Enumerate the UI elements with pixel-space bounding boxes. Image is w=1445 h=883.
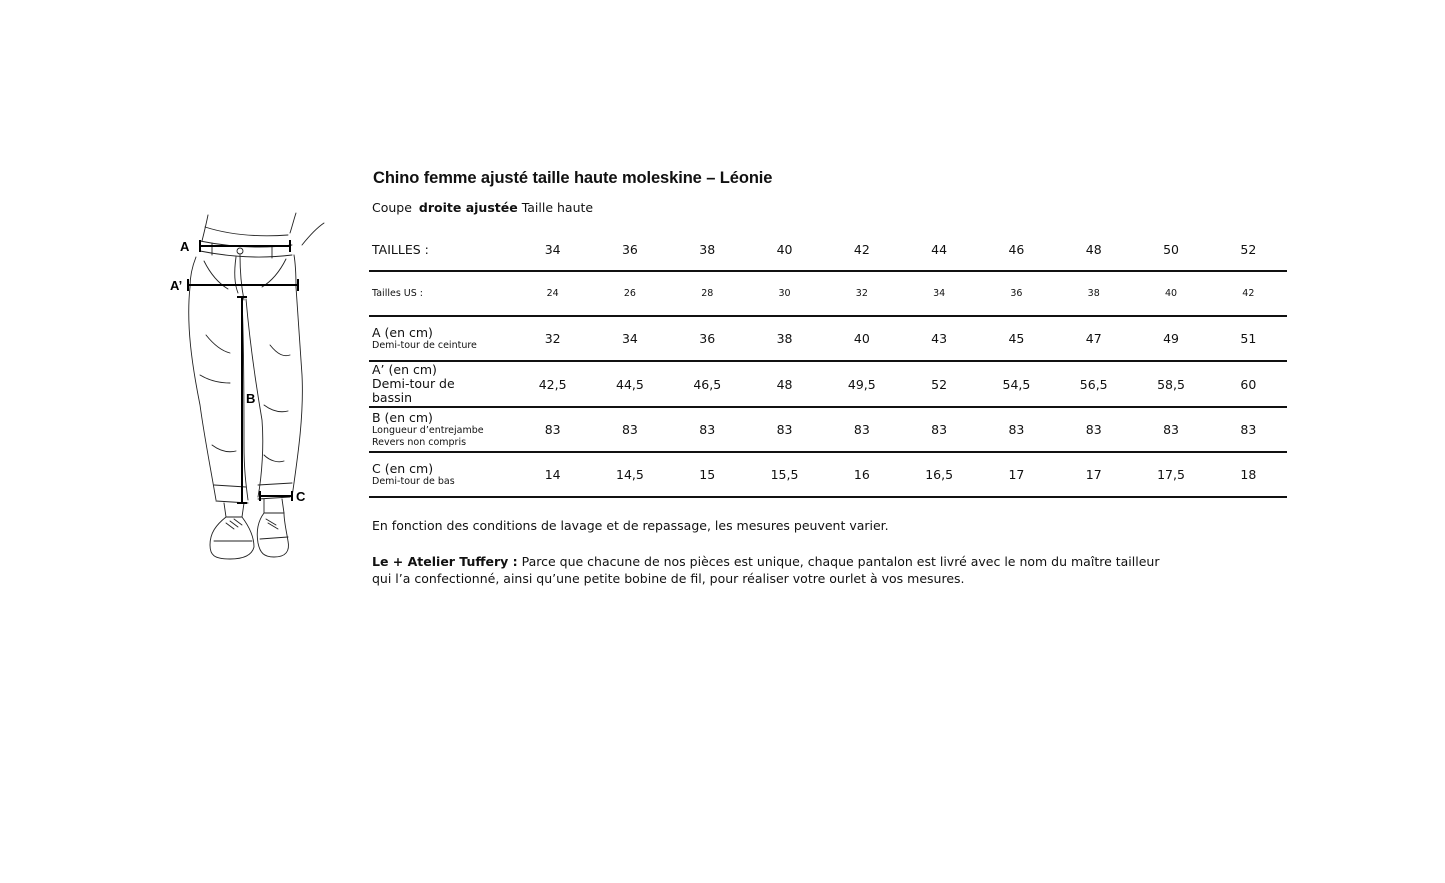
marker-a-prime-label: A’ xyxy=(170,278,183,293)
row-subtitle-cont: bassin xyxy=(372,390,413,405)
table-header-row xyxy=(369,228,1287,271)
value-cell: 38 xyxy=(746,316,823,361)
row-title: B (en cm) xyxy=(372,409,433,425)
marker-b-label: B xyxy=(246,391,256,406)
value-cell: 83 xyxy=(669,407,746,452)
atelier-note xyxy=(372,553,1172,587)
row-label xyxy=(369,361,514,407)
measurement-row-c xyxy=(369,452,1287,497)
value-cell: 83 xyxy=(1132,407,1209,452)
value-cell: 16,5 xyxy=(900,452,977,497)
us-size-cell: 38 xyxy=(1055,271,1132,316)
measurement-row-a xyxy=(369,316,1287,361)
value-cell: 17,5 xyxy=(1132,452,1209,497)
us-sizes-row xyxy=(369,271,1287,316)
trousers-measurement-diagram xyxy=(160,205,340,570)
measurement-row-b xyxy=(369,407,1287,452)
value-cell: 51 xyxy=(1210,316,1287,361)
value-cell: 83 xyxy=(900,407,977,452)
row-title: A’ (en cm) xyxy=(372,362,437,377)
us-sizes-label: Tailles US : xyxy=(369,271,514,316)
page-title: Chino femme ajusté taille haute moleskine – Léonie xyxy=(373,169,773,187)
value-cell: 16 xyxy=(823,452,900,497)
washing-note: En fonction des conditions de lavage et de repassage, les mesures peuvent varier. xyxy=(372,518,889,533)
value-cell: 47 xyxy=(1055,316,1132,361)
us-size-cell: 28 xyxy=(669,271,746,316)
sizes-header-label: TAILLES : xyxy=(369,228,514,271)
us-size-cell: 26 xyxy=(591,271,668,316)
size-cell: 48 xyxy=(1055,228,1132,271)
value-cell: 34 xyxy=(591,316,668,361)
fit-prefix: Coupe xyxy=(372,200,412,215)
atelier-text: Parce que chacune de nos pièces est unique, chaque pantalon est livré avec le nom du maître tailleur qui l’a confectionné, ainsi qu’une petite bobine de fil, pour réaliser votre ourlet à vos mesures. xyxy=(372,554,1160,586)
us-size-cell: 32 xyxy=(823,271,900,316)
value-cell: 56,5 xyxy=(1055,361,1132,407)
value-cell: 58,5 xyxy=(1132,361,1209,407)
value-cell: 15 xyxy=(669,452,746,497)
fit-description xyxy=(372,200,596,215)
size-cell: 34 xyxy=(514,228,591,271)
value-cell: 14 xyxy=(514,452,591,497)
value-cell: 83 xyxy=(591,407,668,452)
marker-a-label: A xyxy=(180,239,190,254)
size-chart-table xyxy=(369,228,1287,498)
us-size-cell: 42 xyxy=(1210,271,1287,316)
atelier-heading: Le + Atelier Tuffery : xyxy=(372,554,518,569)
row-subtitle-cont: Revers non compris xyxy=(372,436,467,448)
value-cell: 17 xyxy=(978,452,1055,497)
row-label xyxy=(369,452,514,497)
size-cell: 50 xyxy=(1132,228,1209,271)
value-cell: 60 xyxy=(1210,361,1287,407)
value-cell: 49 xyxy=(1132,316,1209,361)
us-size-cell: 36 xyxy=(978,271,1055,316)
row-title: C (en cm) xyxy=(372,460,434,476)
value-cell: 15,5 xyxy=(746,452,823,497)
marker-c-label: C xyxy=(296,489,306,504)
value-cell: 14,5 xyxy=(591,452,668,497)
value-cell: 83 xyxy=(746,407,823,452)
row-label xyxy=(369,407,514,452)
value-cell: 83 xyxy=(514,407,591,452)
size-cell: 42 xyxy=(823,228,900,271)
value-cell: 42,5 xyxy=(514,361,591,407)
size-cell: 36 xyxy=(591,228,668,271)
value-cell: 48 xyxy=(746,361,823,407)
row-title: A (en cm) xyxy=(372,324,433,340)
value-cell: 36 xyxy=(669,316,746,361)
size-cell: 44 xyxy=(900,228,977,271)
value-cell: 45 xyxy=(978,316,1055,361)
us-size-cell: 34 xyxy=(900,271,977,316)
size-cell: 40 xyxy=(746,228,823,271)
measurement-row-a-prime xyxy=(369,361,1287,407)
value-cell: 43 xyxy=(900,316,977,361)
row-subtitle: Demi-tour de xyxy=(372,376,455,391)
us-size-cell: 24 xyxy=(514,271,591,316)
size-cell: 46 xyxy=(978,228,1055,271)
row-subtitle: Longueur d’entrejambe xyxy=(372,424,484,436)
size-cell: 52 xyxy=(1210,228,1287,271)
value-cell: 44,5 xyxy=(591,361,668,407)
value-cell: 40 xyxy=(823,316,900,361)
value-cell: 17 xyxy=(1055,452,1132,497)
row-subtitle: Demi-tour de ceinture xyxy=(372,339,477,351)
value-cell: 83 xyxy=(823,407,900,452)
value-cell: 83 xyxy=(1055,407,1132,452)
value-cell: 49,5 xyxy=(823,361,900,407)
row-subtitle: Demi-tour de bas xyxy=(372,475,455,487)
value-cell: 54,5 xyxy=(978,361,1055,407)
value-cell: 83 xyxy=(1210,407,1287,452)
value-cell: 32 xyxy=(514,316,591,361)
row-label xyxy=(369,316,514,361)
value-cell: 18 xyxy=(1210,452,1287,497)
fit-suffix: Taille haute xyxy=(521,200,594,215)
value-cell: 52 xyxy=(900,361,977,407)
us-size-cell: 30 xyxy=(746,271,823,316)
value-cell: 83 xyxy=(978,407,1055,452)
us-size-cell: 40 xyxy=(1132,271,1209,316)
fit-bold: droite ajustée xyxy=(418,200,518,215)
size-cell: 38 xyxy=(669,228,746,271)
value-cell: 46,5 xyxy=(669,361,746,407)
